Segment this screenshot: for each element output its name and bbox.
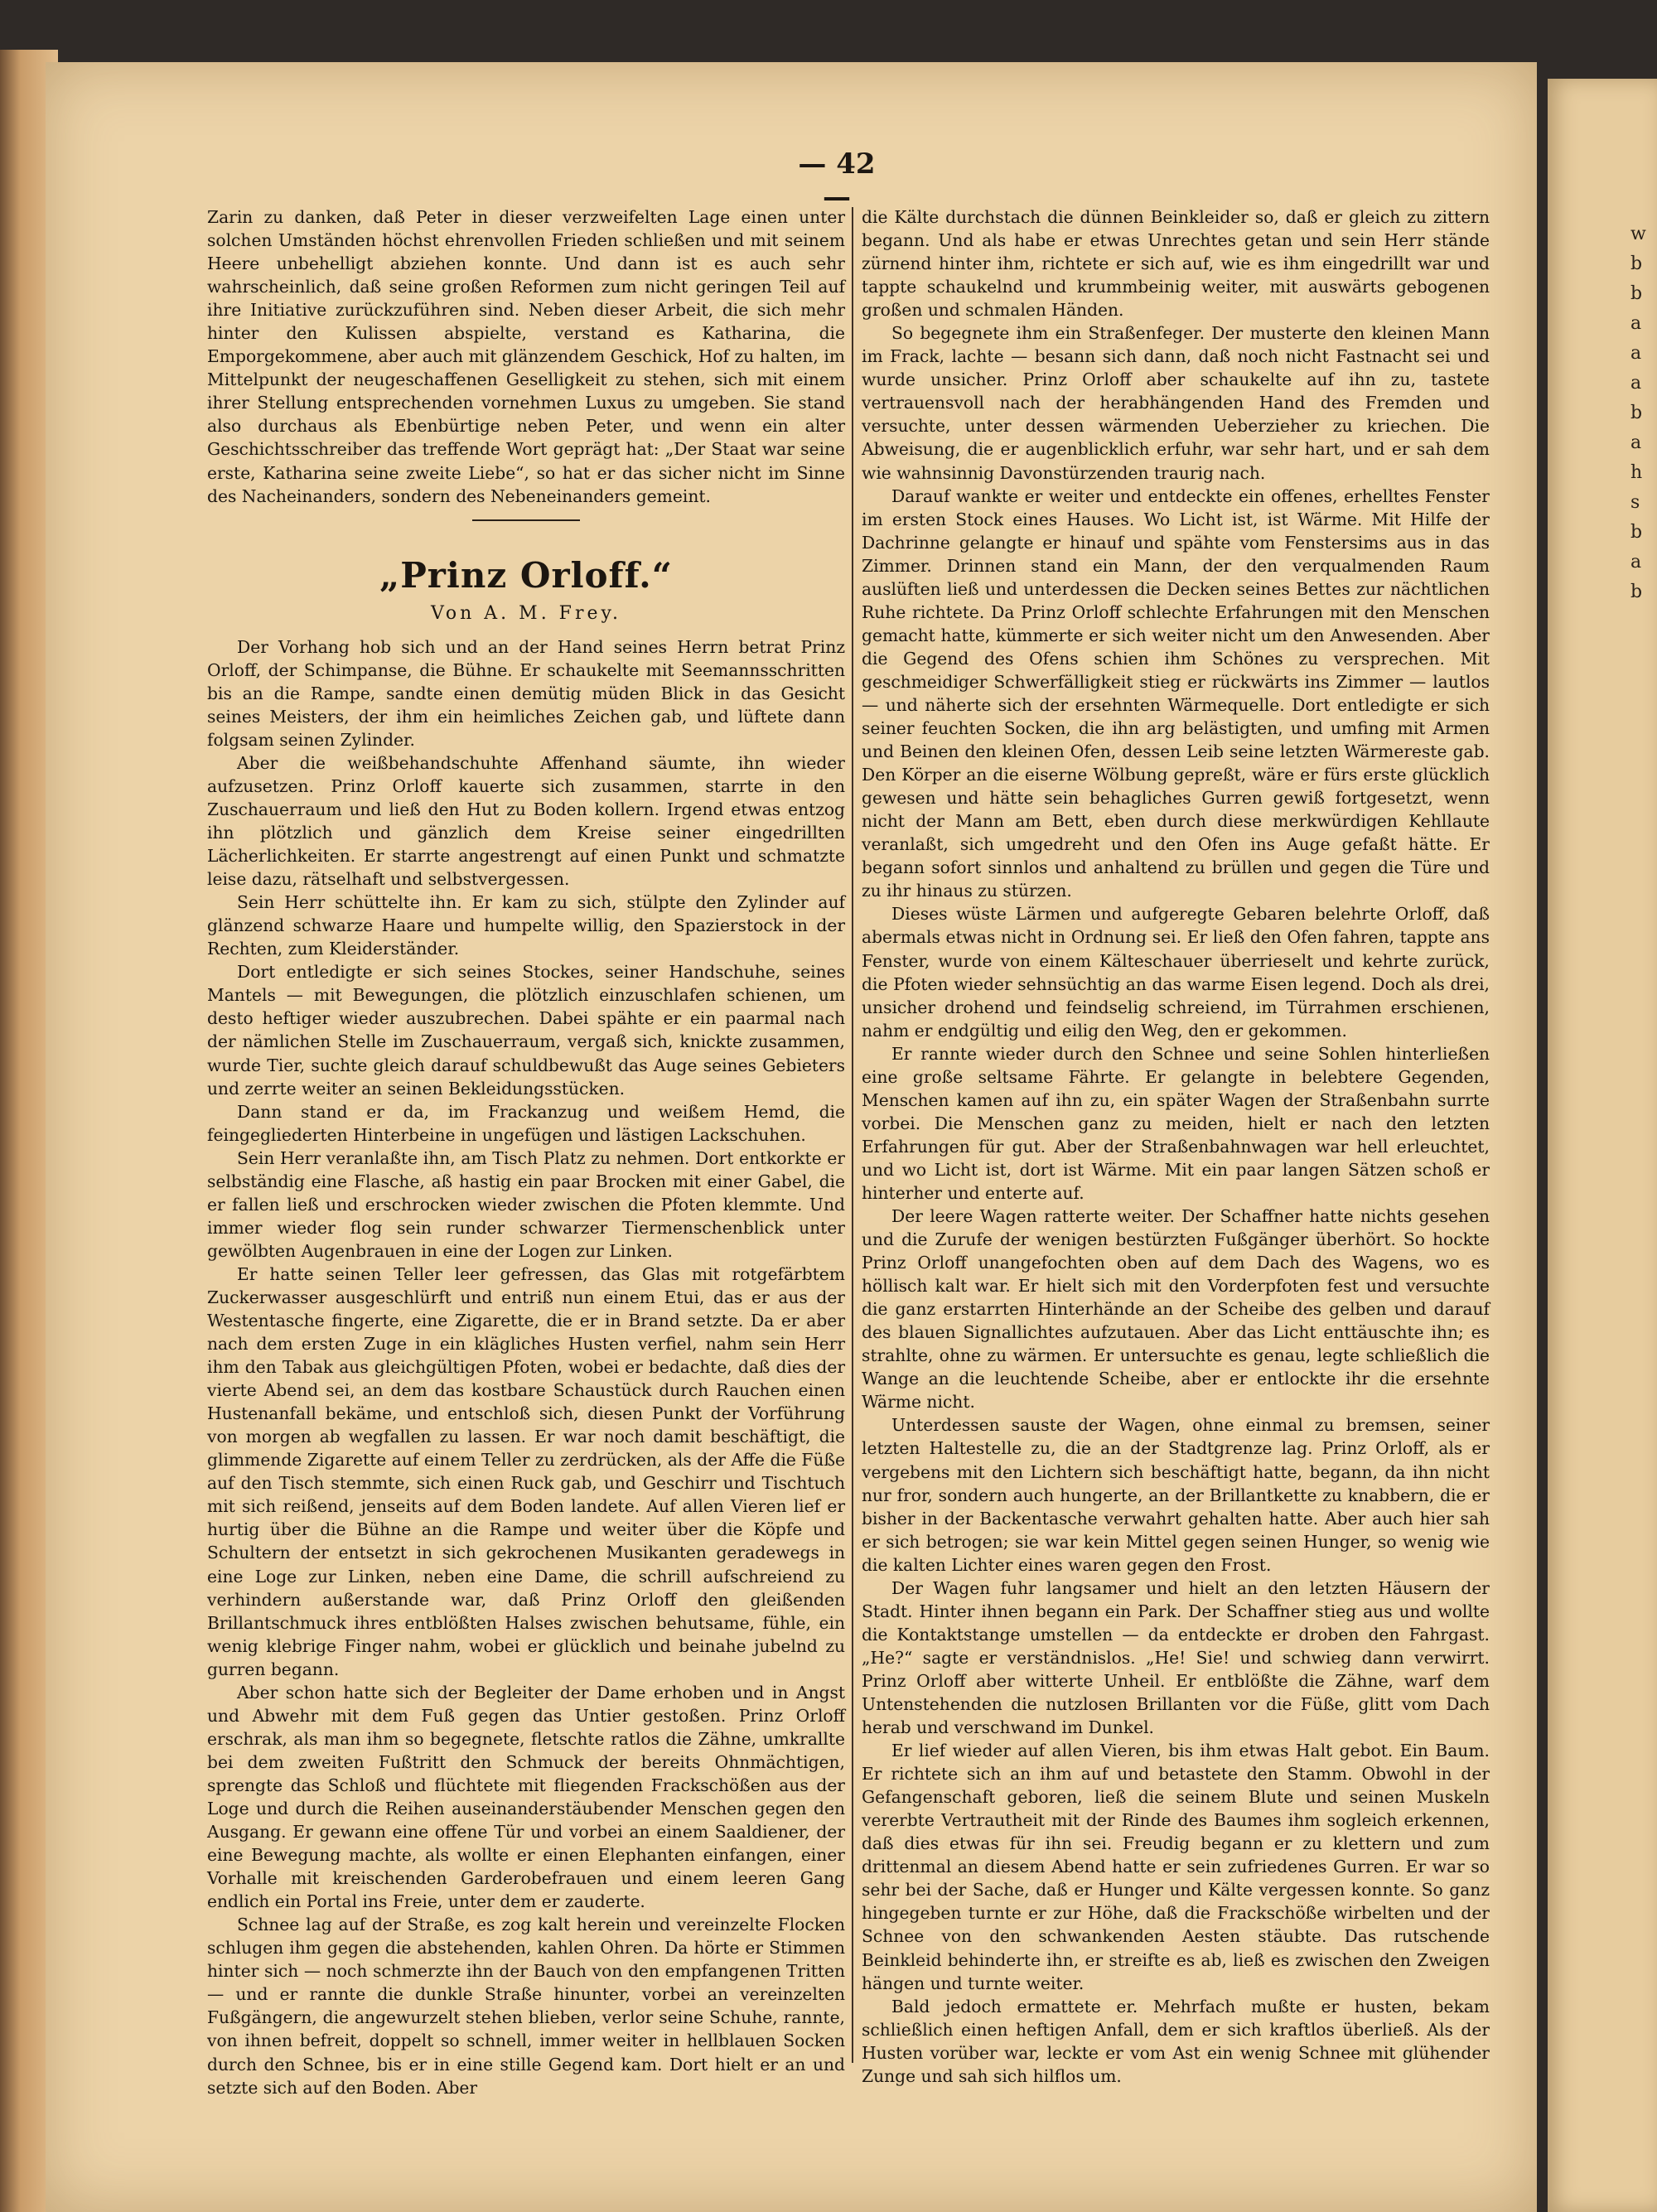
edge-letter: b [1630,283,1643,304]
next-page-edge-text [1630,220,1655,607]
story-paragraph: Darauf wankte er weiter und entdeckte ein offenes, erhelltes Fenster im ersten Stock eines Hauses. Wo Licht ist, ist Wärme. Mit Hilfe der Dachrinne gelangte er hinauf und spähte vom Fenstersims aus in das Zimmer. Drinnen stand ein Mann, der den verqualmenden Raum auslüften ließ und unterdessen die Decken seines Bettes zur nächtlichen Ruhe richtete. Da Prinz Orloff schlechte Erfahrungen mit den Menschen gemacht hatte, kümmerte er sich weiter nicht um den Anwesenden. Aber die Gegend des Ofens schien ihm Schönes zu versprechen. Mit geschmeidiger Schwerfälligkeit stieg er rückwärts ins Zimmer — lautlos — und näherte sich der ersehnten Wärmequelle. Dort entledigte er sich seiner feuchten Socken, die ihn arg belästigten, und umfing mit Armen und Beinen den kleinen Ofen, dessen Leib seine letzten Wärmereste gab. Den Körper an die eiserne Wölbung gepreßt, wäre er fürs erste glücklich gewesen und hätte sein behagliches Gurren gewiß fortgesetzt, wenn nicht der Mann am Bett, eben durch diese merkwürdigen Kehllaute veranlaßt, sich umgedreht und den Ofen ins Auge gefaßt hätte. Er begann sofort sinnlos und anhaltend zu brüllen und gegen die Türe und zu ihr hinaus zu stürzen. [862,485,1490,901]
story-paragraph: Schnee lag auf der Straße, es zog kalt herein und vereinzelte Flocken schlugen ihm gegen die abstehenden, kahlen Ohren. Da hörte er Stimmen hinter sich — noch schmerzte ihn der Bauch von den empfangenen Tritten — und er rannte die dunkle Straße hinunter, vorbei an vereinzelten Fußgängern, die angewurzelt stehen blieben, verlor seine Schuhe, rannte, von ihnen befreit, doppelt so schnell, immer weiter in hellblauen Socken durch den Schnee, bis er in eine stille Gegend kam. Dort hielt er an und setzte sich auf den Boden. Aber [207,1915,845,2098]
story-title: „Prinz Orloff.“ [379,554,673,596]
story-paragraph: Er rannte wieder durch den Schnee und seine Sohlen hinterließen eine große seltsame Fährte. Er gelangte in belebtere Gegenden, Menschen kamen auf ihn zu, ein später Wagen der Straßenbahn surrte vorbei. Die Menschen ganz zu meiden, hielt er nach den letzten Erfahrungen für gut. Aber der Straßenbahnwagen war hell erleuchtet, und wo Licht ist, dort ist Wärme. Mit ein paar langen Sätzen schoß er hinterher und enterte auf. [862,1043,1490,1203]
story-paragraph: Sein Herr schüttelte ihn. Er kam zu sich, stülpte den Zylinder auf glänzend schwarze Haare und humpelte willig, den Spazierstock in der Rechten, zum Kleiderständer. [207,892,845,959]
edge-letter: w [1630,224,1646,244]
intro-paragraph: Zarin zu danken, daß Peter in dieser verzweifelten Lage einen unter solchen Umständen höchst ehrenvollen Frieden schließen und mit seinem Heere unbehelligt abziehen konnte. Und dann ist es auch sehr wahrscheinlich, daß seine großen Reformen zum nicht geringen Teil auf ihre Initiative zurückzuführen sind. Neben dieser Arbeit, die sich mehr hinter den Kulissen abspielte, verstand es Katharina, die Emporgekommene, aber auch mit glänzendem Geschick, Hof zu halten, im Mittelpunkt der neugeschaffenen Geselligkeit zu stehen, sich mit einem ihrer Stellung entsprechenden vornehmen Luxus zu umgeben. Sie stand also durchaus als Ebenbürtige neben Peter, und wenn ein alter Geschichtsschreiber das treffende Wort geprägt hat: „Der Staat war seine erste, Katharina seine zweite Liebe“, so hat er das sicher nicht im Sinne des Nacheinanders, sondern des Nebeneinanders gemeint. [207,207,845,506]
edge-letter: h [1630,462,1643,483]
story-paragraph: Der leere Wagen ratterte weiter. Der Schaffner hatte nichts gesehen und die Zurufe der wenigen bestürzten Fußgänger überhört. So hockte Prinz Orloff unangefochten oben auf dem Dach des Wagens, wo es höllisch kalt war. Er hielt sich mit den Vorderpfoten fest und versuchte die ganz erstarrten Hinterhände an der Scheibe des gelben und darauf des blauen Signallichtes aufzutauen. Aber das Licht enttäuschte ihn; es strahlte, ohne zu wärmen. Er untersuchte es genau, legte schließlich die Wange an die leuchtende Scheibe, aber er entlockte ihr die ersehnte Wärme nicht. [862,1206,1490,1413]
story-paragraph: Der Vorhang hob sich und an der Hand seines Herrn betrat Prinz Orloff, der Schimpanse, die Bühne. Er schaukelte mit Seemannsschritten bis an die Rampe, sandte einen demütig müden Blick in das Gesicht seines Meisters, der ihm ein heimliches Zeichen gab, und lüftete dann folgsam seinen Zylinder. [207,636,845,750]
story-paragraph: die Kälte durchstach die dünnen Beinkleider so, daß er gleich zu zittern begann. Und als habe er etwas Unrechtes getan und sein Herr stände zürnend hinter ihm, richtete er sich auf, wie es ihm eingedrillt war und tappte schaukelnd und krummbeinig weiter, mit auswärts gebogenen großen und schmalen Händen. [862,207,1490,321]
edge-letter: b [1630,403,1643,423]
story-paragraph: Aber die weißbehandschuhte Affenhand säumte, ihn wieder aufzusetzen. Prinz Orloff kauerte sich zusammen, starrte in den Zuschauerraum und ließ den Hut zu Boden kollern. Irgend etwas entzog ihn plötzlich und gänzlich dem Kreise seiner eingedrillten Lächerlichkeiten. Er starrte angestrengt auf einen Punkt und schmatzte leise dazu, rätselhaft und selbstvergessen. [207,752,845,890]
edge-letter: b [1630,254,1643,274]
edge-letter: b [1630,582,1643,602]
story-paragraph: Unterdessen sauste der Wagen, ohne einmal zu bremsen, seiner letzten Haltestelle zu, die an der Stadtgrenze lag. Prinz Orloff, als er vergebens mit den Lichtern sich beschäftigt hatte, begann, da ihn nicht nur fror, sondern auch hungerte, an der Brillantkette zu knabbern, die er bisher in der Backentasche verwahrt gehalten hatte. Aber auch hier sah er sich betrogen; sie war kein Mittel gegen seinen Hunger, so wenig wie die kalten Lichter eines waren gegen den Frost. [862,1415,1490,1575]
page-number: — 42 — [798,147,876,214]
left-column [207,205,845,2099]
story-paragraph: Aber schon hatte sich der Begleiter der Dame erhoben und in Angst und Abwehr mit dem Fuß gegen das Untier gestoßen. Prinz Orloff erschrak, als man ihm so begegnete, fletschte ratlos die Zähne, umkrallte bei dem zweiten Fußtritt den Schmuck der bereits Ohnmächtigen, sprengte das Schloß und flüchtete mit fliegenden Frackschößen aus der Loge und durch die Reihen auseinanderstäubender Menschen gegen den Ausgang. Er gewann eine offene Tür und vorbei an einem Saaldiener, der eine Bewegung machte, als wollte er einen Elephanten einfangen, einer Vorhalle mit kreischenden Garderobefrauen und einem leeren Gang endlich ein Portal ins Freie, unter dem er zauderte. [207,1682,845,1912]
story-paragraph: Sein Herr veranlaßte ihn, am Tisch Platz zu nehmen. Dort entkorkte er selbständig eine Flasche, aß hastig ein paar Brocken mit einer Gabel, die er fallen ließ und erschrocken wieder zwischen die Pfoten klemmte. Und immer wieder flog sein runder schwarzer Tiermenschenblick unter gewölbten Augenbrauen in eine der Logen zur Linken. [207,1147,845,1261]
column-divider [852,207,853,2063]
edge-letter: a [1630,313,1642,334]
story-byline: Von A. M. Frey. [431,602,621,624]
right-column [862,205,1490,2088]
story-paragraph: Er hatte seinen Teller leer gefressen, das Glas mit rotgefärbtem Zuckerwasser ausgeschlürft und entriß nun einem Etui, das er aus der Westentasche fingerte, eine Zigarette, die er in Brand setzte. Da er aber nach dem ersten Zuge in ein klägliches Husten verfiel, nahm sein Herr ihm den Tabak aus gleichgültigen Pfoten, wobei er bedachte, daß dies der vierte Abend sei, an dem das kostbare Schaustück durch Rauchen einen Hustenanfall bekäme, und entschloß sich, diesen Punkt der Vorführung von morgen ab wegfallen zu lassen. Er war noch damit beschäftigt, die glimmende Zigarette auf einem Teller zu zerdrücken, als der Affe die Füße auf den Tisch stemmte, sich einen Ruck gab, und Geschirr und Tischtuch mit sich reißend, jenseits auf dem Boden landete. Auf allen Vieren lief er hurtig über die Bühne an die Rampe und weiter über die Köpfe und Schultern der entsetzt in sich gekrochenen Musikanten geradewegs in eine Loge zur Linken, neben eine Dame, die schrill aufschreiend zu verhindern außerstande war, daß Prinz Orloff den gleißenden Brillantschmuck ihres entblößten Halses zwischen behutsame, fühle, ein wenig klebrige Finger nahm, wobei er glücklich und beinahe jubelnd zu gurren begann. [207,1263,845,1679]
story-paragraph: So begegnete ihm ein Straßenfeger. Der musterte den kleinen Mann im Frack, lachte — besann sich dann, daß noch nicht Fastnacht sei und wurde unsicher. Prinz Orloff aber schaukelte auf ihn zu, tastete vertrauensvoll nach der herabhängenden Hand des Fremden und versuchte, unter dessen wärmenden Ueberzieher zu kriechen. Die Abweisung, die er augenblicklich erfuhr, war sehr hart, und er sah dem wie wahnsinnig Davonstürzenden traurig nach. [862,323,1490,483]
edge-letter: a [1630,432,1642,453]
section-separator [472,519,580,521]
story-paragraph: Bald jedoch ermattete er. Mehrfach mußte er husten, bekam schließlich einen heftigen Anfall, dem er sich kraftlos überließ. Als der Husten vorüber war, leckte er vom Ast ein wenig Schnee mit glühender Zunge und sah sich hilflos um. [862,1996,1490,2086]
edge-letter: a [1630,552,1642,572]
story-paragraph: Dort entledigte er sich seines Stockes, seiner Handschuhe, seines Mantels — mit Bewegungen, die plötzlich einzuschlafen schienen, um desto heftiger wieder auszubrechen. Dabei spähte er ein paarmal nach der nämlichen Stelle im Zuschauerraum, vergaß sich, knickte zusammen, wurde Tier, suchte gleich darauf schuldbewußt das Auge seines Gebieters und zerrte weiter an seinen Bekleidungsstücken. [207,962,845,1099]
edge-letter: s [1630,492,1640,513]
story-paragraph: Er lief wieder auf allen Vieren, bis ihm etwas Halt gebot. Ein Baum. Er richtete sich an ihm auf und betastete den Stamm. Obwohl in der Gefangenschaft geboren, ließ die seinem Blute und seinen Muskeln vererbte Vertrautheit mit der Rinde des Baumes ihm sogleich erkennen, daß dies etwas für ihn sei. Freudig begann er zu klettern und zum drittenmal an diesem Abend hatte er sein zufriedenes Gurren. Er war so sehr bei der Sache, daß er Hunger und Kälte vergessen konnte. So ganz hingegeben turnte er zur Höhe, daß die Frackschöße wirbelten und der Schnee von den schwankenden Aesten stäubte. Das rutschende Beinkleid behinderte ihn, er streifte es ab, ließ es zwischen den Zweigen hängen und turnte weiter. [862,1741,1490,1993]
edge-letter: a [1630,373,1642,394]
edge-letter: b [1630,522,1643,543]
story-paragraph: Dieses wüste Lärmen und aufgeregte Gebaren belehrte Orloff, daß abermals etwas nicht in Ordnung sei. Er ließ den Ofen fahren, tappte ans Fenster, wurde von einem Kälteschauer überrieselt und kehrte zurück, die Pfoten wieder sehnsüchtig an das warme Eisen legend. Doch als drei, unsicher drohend und feindselig schreiend, im Türrahmen erschienen, nahm er endgültig und eilig den Weg, den er gekommen. [862,904,1490,1041]
story-paragraph: Der Wagen fuhr langsamer und hielt an den letzten Häusern der Stadt. Hinter ihnen begann ein Park. Der Schaffner stieg aus und wollte die Kontaktstange umstellen — da entdeckte er droben den Fahrgast. „He?“ sagte er verständnislos. „He! Sie! und schwieg dann verwirrt. Prinz Orloff aber witterte Unheil. Er entblößte die Zähne, warf dem Untenstehenden die nutzlosen Brillanten vor die Füße, glitt vom Dach herab und verschwand im Dunkel. [862,1577,1490,1738]
edge-letter: a [1630,343,1642,364]
story-paragraph: Dann stand er da, im Frackanzug und weißem Hemd, die feingegliederten Hinterbeine in ungefügen und lästigen Lackschuhen. [207,1101,845,1145]
